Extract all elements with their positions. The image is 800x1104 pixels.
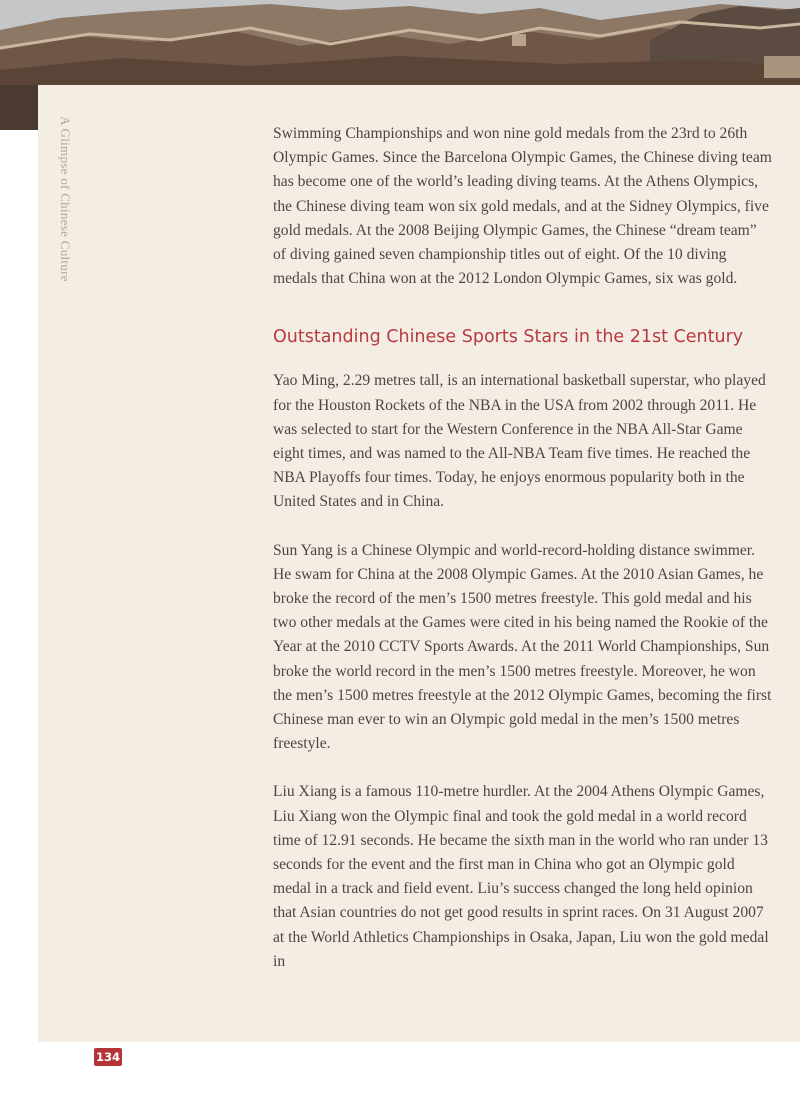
section-heading: Outstanding Chinese Sports Stars in the 21st Century — [273, 327, 744, 348]
paragraph-yao-ming: Yao Ming, 2.29 metres tall, is an international basketball superstar, who played for the Houston Rockets of the NBA in the USA from 2002 through 2011. He was selected to start for the Western Conference in the NBA All-Star Game eight times, and was named to the All-NBA Team five times. He reached the NBA Playoffs four times. Today, he enjoys enormous popularity both in the United States and in China. — [273, 372, 766, 511]
paragraph-liu-xiang: Liu Xiang is a famous 110-metre hurdler. At the 2004 Athens Olympic Games, Liu Xiang won the Olympic final and took the gold medal in a world record time of 12.91 seconds. He became the sixth man in the world who ran under 13 seconds for the event and the first man in China who got an Olympic gold medal in a track and field event. Liu’s success changed the long held opinion that Asian countries do not get good results in sprint races. On 31 August 2007 at the World Athletics Championships in Osaka, Japan, Liu won the gold medal in — [273, 783, 769, 970]
running-header-vertical: A Glimpse of Chinese Culture — [58, 116, 73, 282]
intro-paragraph: Swimming Championships and won nine gold medals from the 23rd to 26th Olympic Games. Since the Barcelona Olympic Games, the Chinese diving team has become one of the world’s leading diving teams. At the Athens Olympics, the Chinese diving team won six gold medals, and at the Sidney Olympics, five gold medals. At the 2008 Beijing Olympic Games, the Chinese “dream team” of diving gained seven championship titles out of eight. Of the 10 diving medals that China won at the 2012 London Olympic Games, six was gold. — [273, 125, 772, 288]
page-number-badge: 134 — [95, 1050, 120, 1064]
paragraph-sun-yang: Sun Yang is a Chinese Olympic and world-record-holding distance swimmer. He swam for China at the 2008 Olympic Games. At the 2010 Asian Games, he broke the record of the men’s 1500 metres freestyle. This gold medal and his two other medals at the Games were cited in his being named the Rookie of the Year at the 2010 CCTV Sports Awards. At the 2011 World Championships, Sun broke the world record in the men’s 1500 metres freestyle. Moreover, he won the men’s 1500 metres freestyle at the 2012 Olympic Games, becoming the first Chinese man ever to win an Olympic gold medal in the men’s 1500 metres freestyle. — [273, 541, 772, 753]
article-body — [273, 122, 773, 998]
